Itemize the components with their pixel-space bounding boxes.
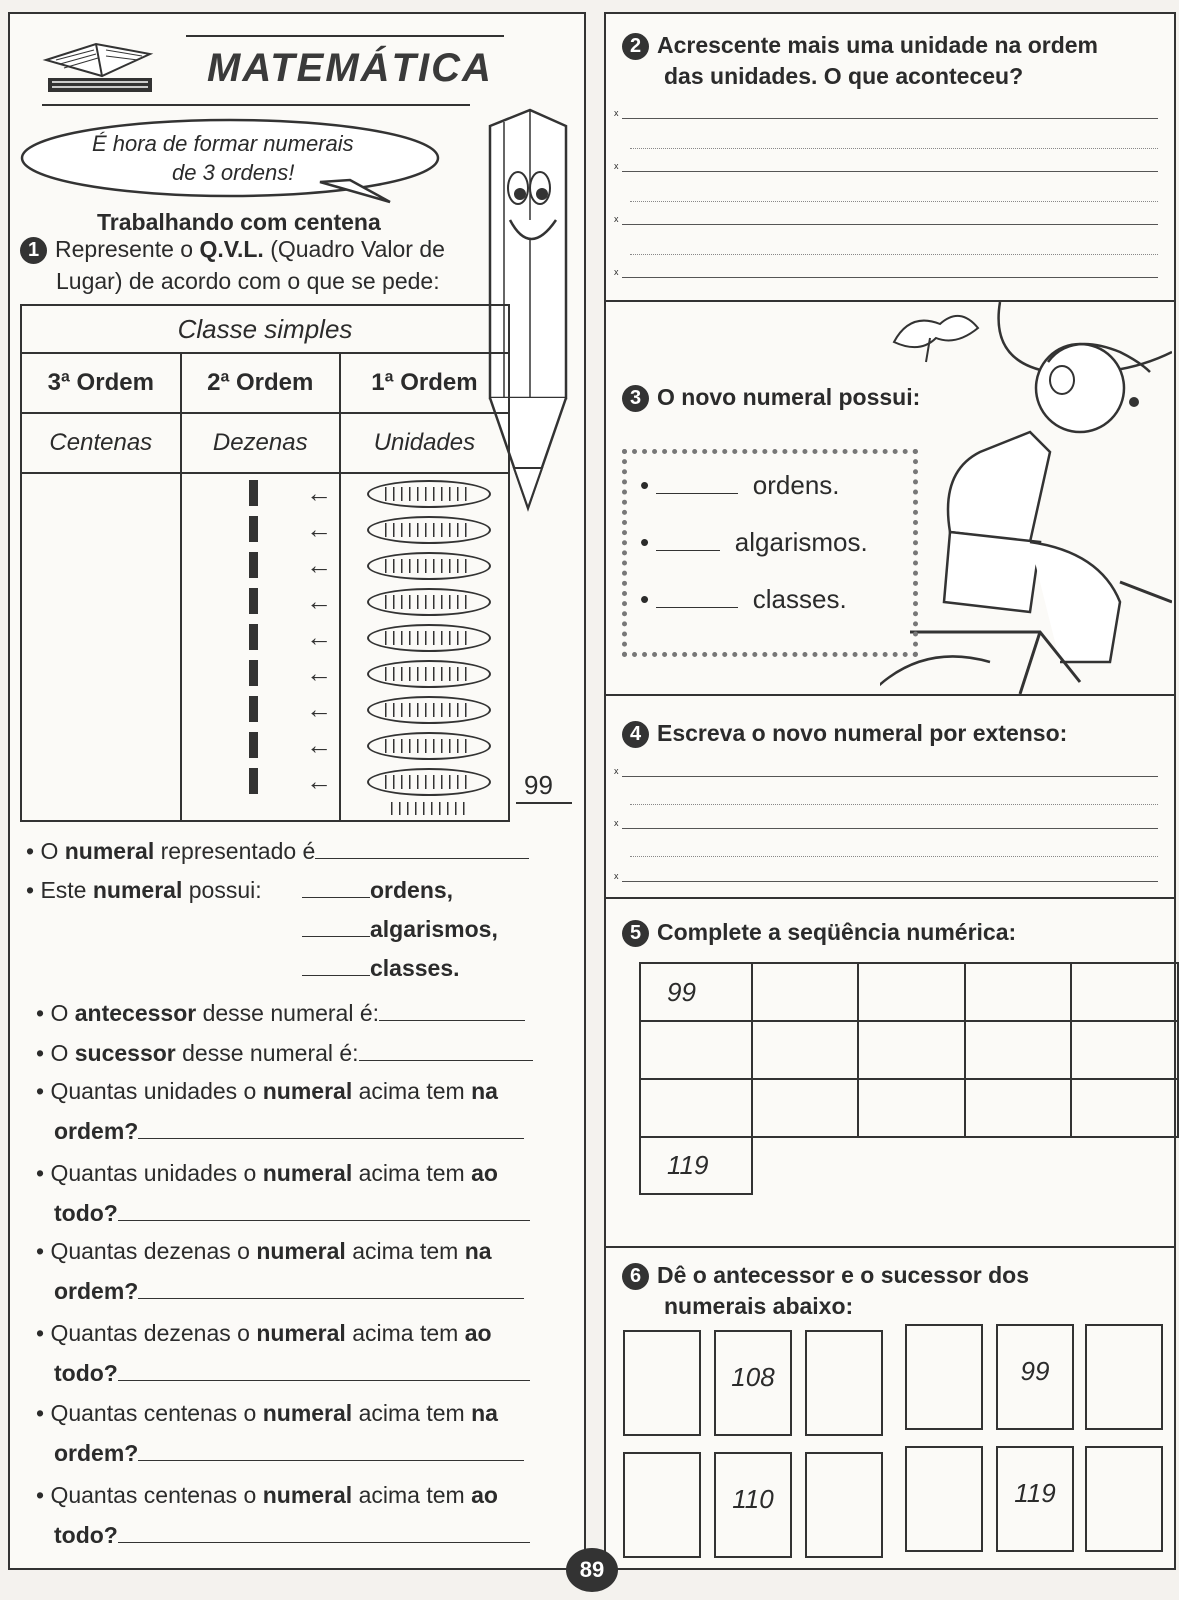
q2-guide-2	[630, 201, 1158, 202]
page-number: 89	[566, 1548, 618, 1592]
q-text-c: acima tem	[345, 1238, 465, 1264]
question-answer-line[interactable]	[138, 1276, 524, 1299]
units-count-underline	[516, 802, 572, 804]
q2-marker-4: x	[614, 267, 619, 277]
dezena-bar	[249, 768, 258, 794]
q-text-b: numeral	[262, 1160, 353, 1186]
q4-divider	[604, 897, 1174, 899]
q-text-b: numeral	[256, 1238, 346, 1264]
q1-text-a: Represente o	[55, 236, 200, 262]
q6-answer-box[interactable]	[623, 1452, 701, 1558]
left-arrow-icon: ←	[306, 730, 332, 760]
question-continuation	[54, 1198, 530, 1228]
q3-classes-label: classes.	[752, 584, 847, 614]
q1-text-d: Lugar) de acordo com o que se pede:	[56, 268, 440, 294]
sequence-empty	[965, 1137, 1072, 1194]
q1-number-badge: 1	[20, 237, 47, 264]
q6-given-box: 108	[714, 1330, 792, 1436]
algarismos-item	[302, 914, 498, 944]
antecessor-c: desse numeral é:	[196, 1000, 380, 1026]
q-text-a: Quantas dezenas o	[50, 1320, 257, 1346]
ordens-blank[interactable]	[302, 875, 370, 898]
sucessor-answer-line[interactable]	[359, 1038, 533, 1061]
dezena-bar	[249, 480, 258, 506]
q-text-d: ao	[471, 1160, 498, 1186]
sucessor-item: • O sucessor desse numeral é:	[36, 1038, 533, 1068]
sucessor-c: desse numeral é:	[175, 1040, 359, 1066]
antecessor-b: antecessor	[74, 1000, 197, 1026]
question-answer-line[interactable]	[118, 1520, 530, 1543]
sequence-cell[interactable]	[752, 963, 859, 1021]
classes-blank[interactable]	[302, 953, 370, 976]
centenas-cell[interactable]	[21, 473, 181, 821]
question-continuation	[54, 1520, 530, 1550]
header-rule-bottom	[42, 104, 470, 106]
sequence-start-cell: 99	[640, 963, 752, 1021]
units-count-label: 99	[524, 770, 553, 800]
antecessor-item: • O antecessor desse numeral é:	[36, 998, 525, 1028]
classes-item	[302, 953, 460, 983]
q-text-e: todo?	[54, 1522, 118, 1548]
q2-answer-line-2[interactable]	[614, 161, 1158, 172]
q2-marker-2: x	[614, 161, 619, 171]
q1-text-b: Q.V.L.	[199, 236, 264, 262]
q3-ordens-label: ordens.	[752, 470, 840, 500]
q-text-b: numeral	[262, 1078, 353, 1104]
antecessor-answer-line[interactable]	[379, 998, 525, 1021]
page-title: MATEMÁTICA	[207, 46, 493, 90]
question-continuation	[54, 1276, 524, 1306]
left-arrow-icon: ←	[306, 550, 332, 580]
sequence-cell[interactable]	[858, 1079, 965, 1137]
sequence-cell[interactable]	[965, 1021, 1072, 1079]
unit-bundle-oval	[367, 660, 491, 688]
question-continuation	[54, 1116, 524, 1146]
dezena-bar	[249, 732, 258, 758]
q-text-a: Quantas unidades o	[50, 1160, 263, 1186]
sequence-cell[interactable]	[640, 1021, 752, 1079]
q-text-e: ordem?	[54, 1440, 139, 1466]
unit-bundle-oval	[367, 768, 491, 796]
q-text-a: Quantas centenas o	[50, 1400, 263, 1426]
class-header: Classe simples	[21, 305, 509, 353]
q6-line2: numerais abaixo:	[664, 1293, 854, 1319]
q-text-b: numeral	[262, 1482, 353, 1508]
sequence-cell[interactable]	[752, 1021, 859, 1079]
q6-answer-box[interactable]	[805, 1452, 883, 1558]
left-arrow-icon: ←	[306, 478, 332, 508]
q-text-c: acima tem	[352, 1400, 472, 1426]
q-text-e: ordem?	[54, 1118, 139, 1144]
q3-classes-blank[interactable]	[656, 585, 738, 608]
q4-number-badge: 4	[622, 721, 649, 748]
q4-guide-2	[630, 856, 1158, 857]
q4-answer-line-2[interactable]	[614, 818, 1158, 829]
question-continuation	[54, 1438, 524, 1468]
q-text-d: na	[471, 1078, 498, 1104]
q6-answer-box[interactable]	[623, 1330, 701, 1436]
q-text-c: acima tem	[345, 1320, 465, 1346]
question-continuation	[54, 1358, 530, 1388]
classes-label: classes.	[370, 955, 460, 981]
q4-answer-line-1[interactable]	[614, 766, 1158, 777]
unit-bundle-oval	[367, 588, 491, 616]
q6-answer-box[interactable]	[1085, 1446, 1163, 1552]
order-3-header: 3ª Ordem	[21, 353, 181, 413]
sucessor-a: O	[50, 1040, 75, 1066]
q2-marker-3: x	[614, 214, 619, 224]
left-arrow-icon: ←	[306, 694, 332, 724]
numeral-c: representado é	[154, 838, 316, 864]
open-book-icon	[38, 24, 158, 96]
sequence-cell[interactable]	[1071, 1021, 1178, 1079]
q6-given-box: 99	[996, 1324, 1074, 1430]
q5-title-text: Complete a seqüência numérica:	[657, 919, 1017, 945]
q-text-d: ao	[464, 1320, 492, 1346]
numeral-b: numeral	[64, 838, 155, 864]
q6-answer-box[interactable]	[805, 1330, 883, 1436]
unidades-label: Unidades	[340, 413, 509, 473]
sequence-cell[interactable]	[965, 1079, 1072, 1137]
q5-divider	[604, 1246, 1174, 1248]
q2-answer-line-1[interactable]	[614, 108, 1158, 119]
q2-title	[622, 30, 1098, 92]
sequence-empty	[1071, 1137, 1178, 1194]
loose-units	[391, 802, 471, 815]
q3-title	[622, 382, 920, 413]
dezenas-label: Dezenas	[181, 413, 340, 473]
q-text-d: na	[464, 1238, 492, 1264]
q3-ordens-blank[interactable]	[656, 471, 738, 494]
left-arrow-icon: ←	[306, 586, 332, 616]
q2-guide-3	[630, 254, 1158, 255]
q-text-e: todo?	[54, 1360, 118, 1386]
dezena-bar	[249, 588, 258, 614]
sequence-cell[interactable]	[640, 1079, 752, 1137]
question-answer-line[interactable]	[118, 1198, 530, 1221]
q-text-b: numeral	[256, 1320, 346, 1346]
numeral-a: O	[40, 838, 65, 864]
boy-on-bicycle-illustration	[880, 302, 1172, 694]
ordens-item	[302, 875, 453, 905]
sequence-cell[interactable]	[965, 963, 1072, 1021]
q2-line2: das unidades. O que aconteceu?	[664, 63, 1024, 89]
q4-answer-line-3[interactable]	[614, 871, 1158, 882]
question-item: • Quantas centenas o numeral acima tem ao	[36, 1482, 498, 1508]
numeral-represented-item: • O numeral representado é	[26, 836, 529, 866]
numeral-answer-line[interactable]	[315, 836, 529, 859]
possui-b: numeral	[92, 877, 183, 903]
q-text-a: Quantas centenas o	[50, 1482, 263, 1508]
unit-bundle-oval	[367, 480, 491, 508]
q-text-a: Quantas unidades o	[50, 1078, 263, 1104]
q6-answer-box[interactable]	[905, 1446, 983, 1552]
q6-number-badge: 6	[622, 1263, 649, 1290]
sequence-cell[interactable]	[858, 963, 965, 1021]
q4-marker-3: x	[614, 871, 619, 881]
sequence-grid	[639, 962, 1179, 1195]
q-text-e: todo?	[54, 1200, 118, 1226]
possui-a: Este	[40, 877, 93, 903]
q3-divider	[604, 694, 1174, 696]
question-answer-line[interactable]	[118, 1358, 530, 1381]
left-arrow-icon: ←	[306, 658, 332, 688]
antecessor-a: O	[50, 1000, 75, 1026]
sequence-empty	[858, 1137, 965, 1194]
q6-given-box: 119	[996, 1446, 1074, 1552]
header-rule-top	[186, 35, 504, 37]
q-text-c: acima tem	[352, 1482, 472, 1508]
q-text-c: acima tem	[352, 1160, 472, 1186]
bubble-line-2: de 3 ordens!	[172, 160, 295, 185]
q-text-d: na	[471, 1400, 498, 1426]
question-answer-line[interactable]	[138, 1116, 524, 1139]
q2-marker-1: x	[614, 108, 619, 118]
numeral-possui-item: • Este numeral possui:	[26, 877, 262, 903]
ordens-label: ordens,	[370, 877, 454, 903]
sequence-cell[interactable]	[752, 1079, 859, 1137]
q2-answer-line-3[interactable]	[614, 214, 1158, 225]
question-item: • Quantas dezenas o numeral acima tem ao	[36, 1320, 492, 1346]
order-1-header: 1ª Ordem	[340, 353, 509, 413]
sequence-empty	[752, 1137, 859, 1194]
dezena-bar	[249, 516, 258, 542]
q-text-e: ordem?	[54, 1278, 139, 1304]
unit-bundle-oval	[367, 516, 491, 544]
q6-answer-box[interactable]	[1085, 1324, 1163, 1430]
question-answer-line[interactable]	[138, 1438, 524, 1461]
q2-number-badge: 2	[622, 33, 649, 60]
q4-title-text: Escreva o novo numeral por extenso:	[657, 720, 1068, 746]
question-item: • Quantas unidades o numeral acima tem na	[36, 1078, 498, 1104]
q6-given-box: 110	[714, 1452, 792, 1558]
q6-line1: Dê o antecessor e o sucessor dos	[657, 1262, 1029, 1288]
q-text-b: numeral	[262, 1400, 353, 1426]
question-item: • Quantas dezenas o numeral acima tem na	[36, 1238, 492, 1264]
possui-c: possui:	[182, 877, 262, 903]
sequence-end-cell: 119	[640, 1137, 752, 1194]
q2-line1: Acrescente mais uma unidade na ordem	[657, 32, 1098, 58]
q3-classes-item: • classes.	[640, 584, 847, 614]
q4-marker-1: x	[614, 766, 619, 776]
dezena-bar	[249, 624, 258, 650]
sequence-cell[interactable]	[858, 1021, 965, 1079]
sequence-cell[interactable]	[1071, 1079, 1178, 1137]
q5-title	[622, 917, 1016, 948]
q1-text-c: (Quadro Valor de	[263, 236, 445, 262]
q-text-d: ao	[471, 1482, 498, 1508]
dezena-bar	[249, 660, 258, 686]
dezena-bar	[249, 696, 258, 722]
q3-algarismos-label: algarismos.	[734, 527, 868, 557]
centenas-label: Centenas	[21, 413, 181, 473]
q-text-c: acima tem	[352, 1078, 472, 1104]
q5-number-badge: 5	[622, 920, 649, 947]
sequence-cell[interactable]	[1071, 963, 1178, 1021]
unit-bundle-oval	[367, 696, 491, 724]
q1-instruction	[20, 233, 470, 297]
q4-title	[622, 718, 1067, 749]
left-arrow-icon: ←	[306, 622, 332, 652]
q4-guide-1	[630, 804, 1158, 805]
q4-marker-2: x	[614, 818, 619, 828]
q3-number-badge: 3	[622, 385, 649, 412]
q3-algarismos-blank[interactable]	[656, 528, 720, 551]
unit-bundle-oval	[367, 732, 491, 760]
q3-ordens-item: • ordens.	[640, 470, 840, 500]
algarismos-label: algarismos,	[370, 916, 498, 942]
unit-bundle-oval	[367, 624, 491, 652]
q3-title-text: O novo numeral possui:	[657, 384, 921, 410]
question-item: • Quantas centenas o numeral acima tem na	[36, 1400, 498, 1426]
q6-answer-box[interactable]	[905, 1324, 983, 1430]
q3-algarismos-item: • algarismos.	[640, 527, 868, 557]
algarismos-blank[interactable]	[302, 914, 370, 937]
unit-bundle-oval	[367, 552, 491, 580]
q2-guide-1	[630, 148, 1158, 149]
q6-title	[622, 1260, 1029, 1322]
left-arrow-icon: ←	[306, 766, 332, 796]
section-subtitle: Trabalhando com centena	[97, 209, 381, 235]
question-item: • Quantas unidades o numeral acima tem ao	[36, 1160, 498, 1186]
left-arrow-icon: ←	[306, 514, 332, 544]
order-2-header: 2ª Ordem	[181, 353, 340, 413]
sucessor-b: sucessor	[74, 1040, 176, 1066]
q2-answer-line-4[interactable]	[614, 267, 1158, 278]
bubble-line-1: É hora de formar numerais	[92, 131, 354, 156]
q-text-a: Quantas dezenas o	[50, 1238, 257, 1264]
dezena-bar	[249, 552, 258, 578]
